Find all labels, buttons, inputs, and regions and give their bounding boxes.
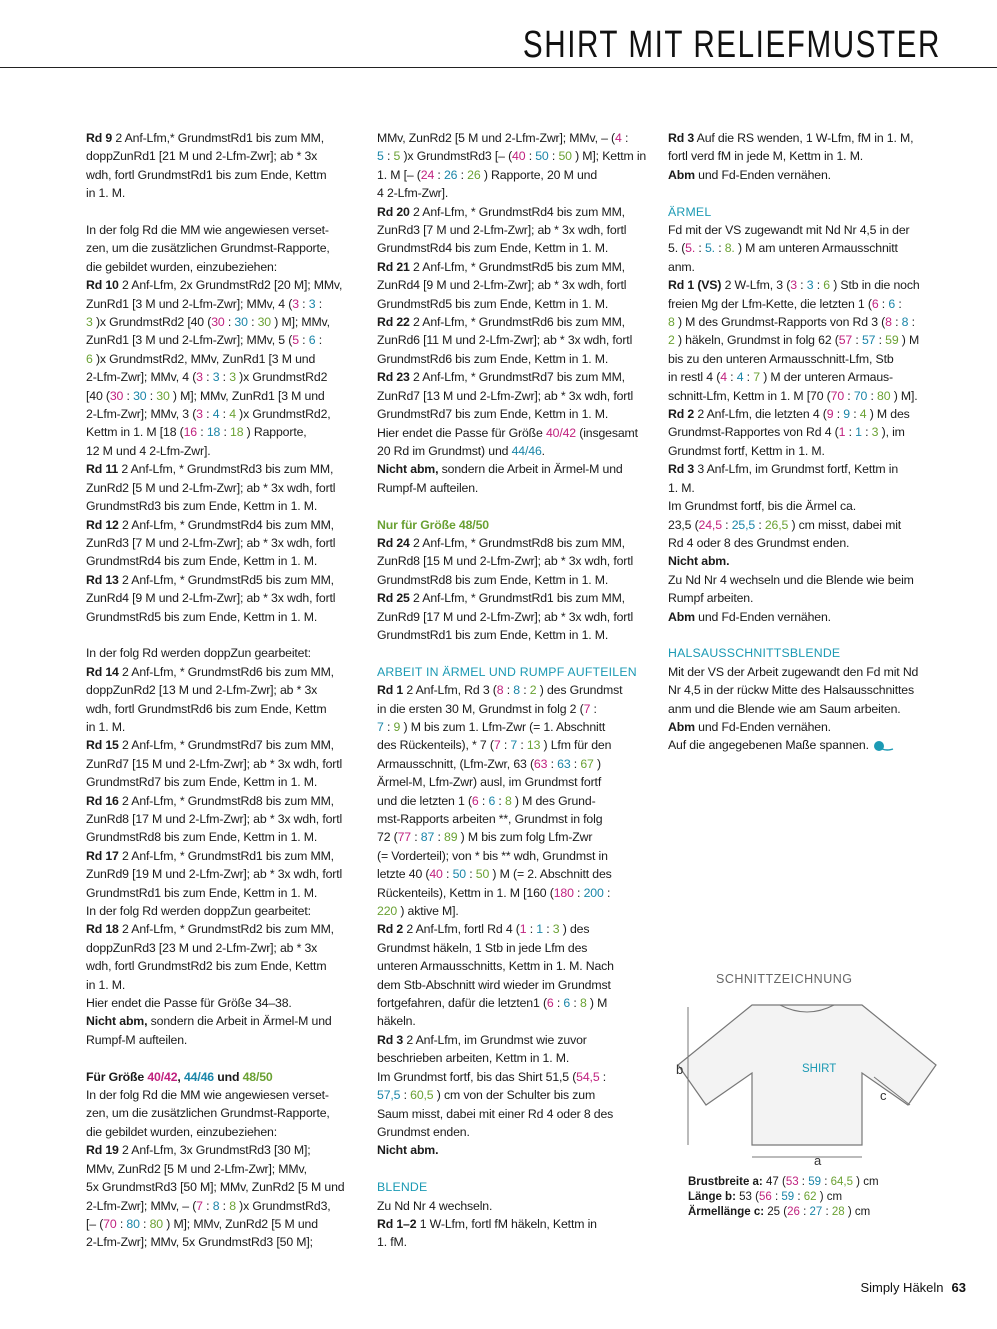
magazine-name: Simply Häkeln (860, 1280, 944, 1295)
schnittzeichnung (668, 970, 958, 1230)
column-3: Rd 3 Auf die RS wenden, 1 W-Lfm, fM in 1. M, fortl verd fM in jede M, Kettm in 1. M. Abm und Fd-Enden vernähen. ÄRMEL Fd mit der VS zugewandt mit Nd Nr 4,5 in der 5. (5. : 5. : 8. ) M am unteren Armausschnitt anm. Rd 1 (VS) 2 W-Lfm, 3 (3 : 3 : 6 ) Stb in die noch freien Mg der Lfm-Kette, die letzten 1 (6 : 6 : 8 ) M des Grundmst-Rapports von Rd 3 (8 : 8 : 2 ) häkeln, Grundmst in folg 62 (57 : 57 : 59 ) M bis zu den unteren Armausschnitt-Lfm, Stb in restl 4 (4 : 4 : 7 ) M der unteren Armaus- schnitt-Lfm, Kettm in 1. M [70 (70 : 70 : 80 ) M]. Rd 2 2 Anf-Lfm, die letzten 4 (9 : 9 : 4 ) M des Grundmst-Rapportes von Rd 4 (1 : 1 : 3 ), im Grundmst fortf, Kettm in 1. M. Rd 3 3 Anf-Lfm, im Grundmst fortf, Kettm in 1. M. Im Grundmst fortf, bis die Ärmel ca. 23,5 (24,5 : 25,5 : 26,5 ) cm misst, dabei mit Rd 4 oder 8 des Grundmst enden. Nicht abm. Zu Nd Nr 4 wechseln und die Blende wie beim Rumpf arbeiten. Abm und Fd-Enden vernähen. HALSAUSSCHNITTSBLENDE Mit der VS der Arbeit zugewandt den Fd mit Nd Nr 4,5 in der rückw Mitte des Halsausschnittes anm und die Blende wie am Saum arbeiten. Abm und Fd-Enden vernähen. Auf die angegebenen Maße spannen. (668, 131, 920, 753)
shape-label: SHIRT (802, 1063, 837, 1075)
column-1: Rd 9 2 Anf-Lfm,* GrundmstRd1 bis zum MM, doppZunRd1 [21 M und 2-Lfm-Zwr]; ab * 3x wdh, fortl GrundmstRd1 bis zum Ende, Kettm in 1. M. In der folg Rd die MM wie angewiesen verset- zen, um die zusätzlichen Grundmst-Rapporte, die gebildet wurden, einzubeziehen: Rd 10 2 Anf-Lfm, 2x GrundmstRd2 [20 M]; MMv, ZunRd1 [3 M und 2-Lfm-Zwr]; MMv, 4 (3 : 3 : 3 )x GrundmstRd2 [40 (30 : 30 : 30 ) M]; MMv, ZunRd1 [3 M und 2-Lfm-Zwr]; MMv, 5 (5 : 6 : 6 )x GrundmstRd2, MMv, ZunRd1 [3 M und 2-Lfm-Zwr]; MMv, 4 (3 : 3 : 3 )x GrundmstRd2 [40 (30 : 30 : 30 ) M]; MMv, ZunRd1 [3 M und 2-Lfm-Zwr]; MMv, 3 (3 : 4 : 4 )x GrundmstRd2, Kettm in 1. M [18 (16 : 18 : 18 ) Rapporte, 12 M und 4 2-Lfm-Zwr]. Rd 11 2 Anf-Lfm, * GrundmstRd3 bis zum MM, ZunRd2 [5 M und 2-Lfm-Zwr]; ab * 3x wdh, fortl GrundmstRd3 bis zum Ende, Kettm in 1. M. Rd 12 2 Anf-Lfm, * GrundmstRd4 bis zum MM, ZunRd3 [7 M und 2-Lfm-Zwr]; ab * 3x wdh, fortl GrundmstRd4 bis zum Ende, Kettm in 1. M. Rd 13 2 Anf-Lfm, * GrundmstRd5 bis zum MM, ZunRd4 [9 M und 2-Lfm-Zwr]; ab * 3x wdh, fortl GrundmstRd5 bis zum Ende, Kettm in 1. M. In der folg Rd werden doppZun gearbeitet: Rd 14 2 Anf-Lfm, * GrundmstRd6 bis zum MM, doppZunRd2 [13 M und 2-Lfm-Zwr]; ab * 3x wdh, fortl GrundmstRd6 bis zum Ende, Kettm in 1. M. Rd 15 2 Anf-Lfm, * GrundmstRd7 bis zum MM, ZunRd7 [15 M und 2-Lfm-Zwr]; ab * 3x wdh, fortl GrundmstRd7 bis zum Ende, Kettm in 1. M. Rd 16 2 Anf-Lfm, * GrundmstRd8 bis zum MM, ZunRd8 [17 M und 2-Lfm-Zwr]; ab * 3x wdh, fortl GrundmstRd8 bis zum Ende, Kettm in 1. M. Rd 17 2 Anf-Lfm, * GrundmstRd1 bis zum MM, ZunRd9 [19 M und 2-Lfm-Zwr]; ab * 3x wdh, fortl GrundmstRd1 bis zum Ende, Kettm in 1. M. In der folg Rd werden doppZun gearbeitet: Rd 18 2 Anf-Lfm, * GrundmstRd2 bis zum MM, doppZunRd3 [23 M und 2-Lfm-Zwr]; ab * 3x wdh, fortl GrundmstRd2 bis zum Ende, Kettm in 1. M. Hier endet die Passe für Größe 34–38. Nicht abm, sondern die Arbeit in Ärmel-M und Rumpf-M aufteilen. Für Größe 40/42, 44/46 und 48/50 In der folg Rd die MM wie angewiesen verset- zen, um die zusätzlichen Grundmst-Rapporte, die gebildet wurden, einzubeziehen: Rd 19 2 Anf-Lfm, 3x GrundmstRd3 [30 M]; MMv, ZunRd2 [5 M und 2-Lfm-Zwr]; MMv, 5x GrundmstRd3 [50 M]; MMv, ZunRd2 [5 M und 2-Lfm-Zwr]; MMv, – (7 : 8 : 8 )x GrundmstRd3, [– (70 : 80 : 80 ) M]; MMv, ZunRd2 [5 M und 2-Lfm-Zwr]; MMv, 5x GrundmstRd3 [50 M]; (86, 131, 345, 1250)
size-row-length: Länge b: 53 (56 : 59 : 62 ) cm (688, 1191, 843, 1203)
size-row-sleeve: Ärmellänge c: 25 (26 : 27 : 28 ) cm (688, 1206, 871, 1218)
yarn-ball-icon (872, 740, 894, 752)
label-c: c (880, 1088, 887, 1103)
size-row-bust: Brustbreite a: 47 (53 : 59 : 64,5 ) cm (688, 1176, 879, 1188)
header-rule (0, 67, 997, 68)
diagram-title: SCHNITTZEICHNUNG (716, 972, 853, 986)
page-title: SHIRT MIT RELIEFMUSTER (522, 24, 941, 66)
shirt-diagram (668, 985, 958, 1185)
size-table (688, 1175, 879, 1220)
column-2: MMv, ZunRd2 [5 M und 2-Lfm-Zwr]; MMv, – (4 : 5 : 5 )x GrundmstRd3 [– (40 : 50 : 50 ) M]; Kettm in 1. M [– (24 : 26 : 26 ) Rapporte, 20 M und 4 2-Lfm-Zwr]. Rd 20 2 Anf-Lfm, * GrundmstRd4 bis zum MM, ZunRd3 [7 M und 2-Lfm-Zwr]; ab * 3x wdh, fortl GrundmstRd4 bis zum Ende, Kettm in 1. M. Rd 21 2 Anf-Lfm, * GrundmstRd5 bis zum MM, ZunRd4 [9 M und 2-Lfm-Zwr]; ab * 3x wdh, fortl GrundmstRd5 bis zum Ende, Kettm in 1. M. Rd 22 2 Anf-Lfm, * GrundmstRd6 bis zum MM, ZunRd6 [11 M und 2-Lfm-Zwr]; ab * 3x wdh, fortl GrundmstRd6 bis zum Ende, Kettm in 1. M. Rd 23 2 Anf-Lfm, * GrundmstRd7 bis zum MM, ZunRd7 [13 M und 2-Lfm-Zwr]; ab * 3x wdh, fortl GrundmstRd7 bis zum Ende, Kettm in 1. M. Hier endet die Passe für Größe 40/42 (insgesamt 20 Rd im Grundmst) und 44/46. Nicht abm, sondern die Arbeit in Ärmel-M und Rumpf-M aufteilen. Nur für Größe 48/50 Rd 24 2 Anf-Lfm, * GrundmstRd8 bis zum MM, ZunRd8 [15 M und 2-Lfm-Zwr]; ab * 3x wdh, fortl GrundmstRd8 bis zum Ende, Kettm in 1. M. Rd 25 2 Anf-Lfm, * GrundmstRd1 bis zum MM, ZunRd9 [17 M und 2-Lfm-Zwr]; ab * 3x wdh, fortl GrundmstRd1 bis zum Ende, Kettm in 1. M. ARBEIT IN ÄRMEL UND RUMPF AUFTEILEN Rd 1 2 Anf-Lfm, Rd 3 (8 : 8 : 2 ) des Grundmst in die ersten 30 M, Grundmst in folg 2 (7 : 7 : 9 ) M bis zum 1. Lfm-Zwr (= 1. Abschnitt des Rückenteils), * 7 (7 : 7 : 13 ) Lfm für den Armausschnitt, (Lfm-Zwr, 63 (63 : 63 : 67 ) Ärmel-M, Lfm-Zwr) ausl, im Grundmst fortf und die letzten 1 (6 : 6 : 8 ) M des Grund- mst-Rapports arbeiten **, Grundmst in folg 72 (77 : 87 : 89 ) M bis zum folg Lfm-Zwr (= Vorderteil); von * bis ** wdh, Grundmst in letzte 40 (40 : 50 : 50 ) M (= 2. Abschnitt des Rückenteils), Kettm in 1. M [160 (180 : 200 : 220 ) aktive M]. Rd 2 2 Anf-Lfm, fortl Rd 4 (1 : 1 : 3 ) des Grundmst häkeln, 1 Stb in jede Lfm des unteren Armausschnitts, Kettm in 1. M. Nach dem Stb-Abschnitt wird wieder im Grundmst fortgefahren, dafür die letzten1 (6 : 6 : 8 ) M häkeln. Rd 3 2 Anf-Lfm, im Grundmst wie zuvor beschrieben arbeiten, Kettm in 1. M. Im Grundmst fortf, bis das Shirt 51,5 (54,5 : 57,5 : 60,5 ) cm von der Schulter bis zum Saum misst, dabei mit einer Rd 4 oder 8 des Grundmst enden. Nicht abm. BLENDE Zu Nd Nr 4 wechseln. Rd 1–2 1 W-Lfm, fortl fM häkeln, Kettm in 1. fM. (377, 131, 647, 1250)
label-a: a (814, 1153, 822, 1168)
page-footer (860, 1280, 966, 1295)
label-b: b (676, 1062, 684, 1077)
shirt-shape (678, 1005, 936, 1145)
page-number: 63 (951, 1280, 966, 1295)
